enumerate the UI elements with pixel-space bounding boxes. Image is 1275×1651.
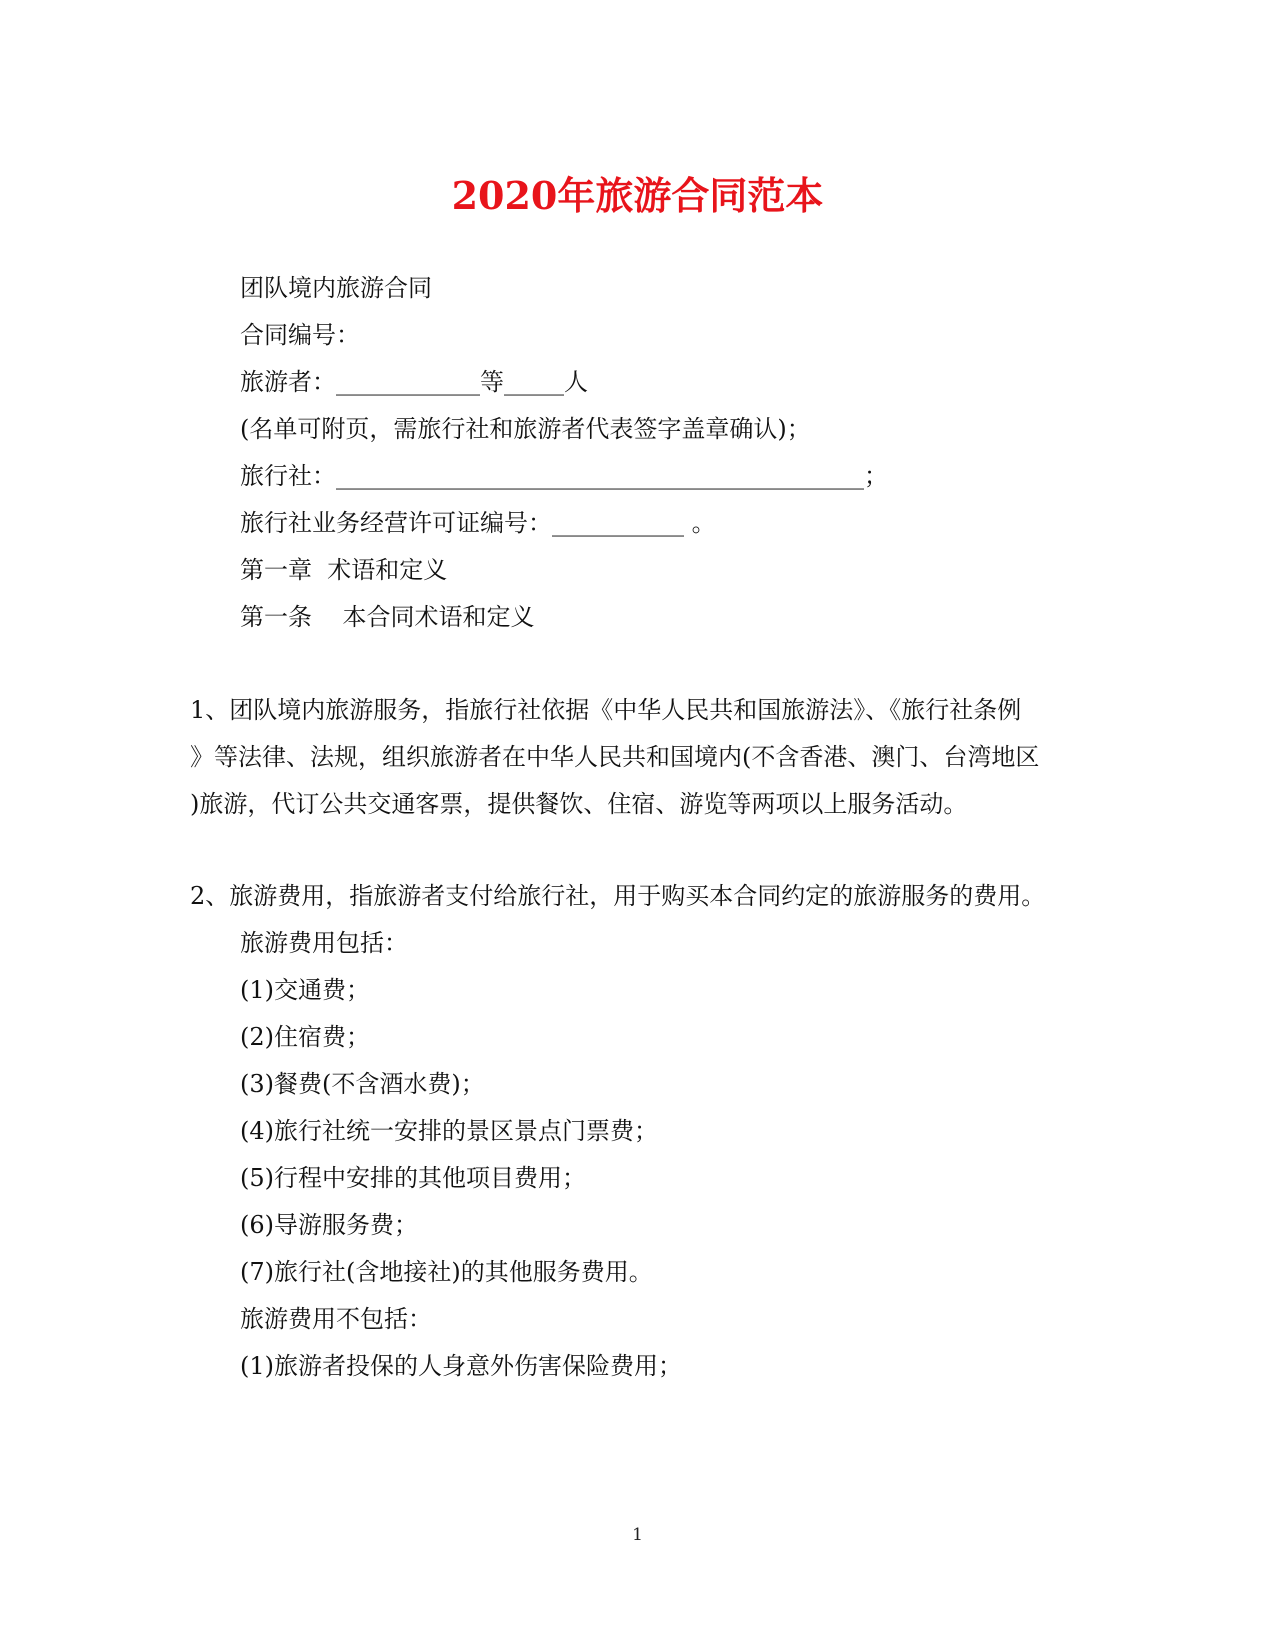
fees-exclude-heading: 旅游费用不包括： [240,1305,432,1333]
fee-item: (2)住宿费； [240,1023,370,1051]
definition-2-line: 2、旅游费用，指旅游者支付给旅行社，用于购买本合同约定的旅游服务的费用。 [190,882,1046,910]
fee-item: (7)旅行社(含地接社)的其他服务费用。 [240,1258,653,1286]
agency-line: 旅行社：____________________________________________； [240,462,888,490]
article-heading: 第一条 本合同术语和定义 [240,603,535,631]
tourist-line: 旅游者：____________等_____人 [240,368,588,396]
contract-type-line: 团队境内旅游合同 [240,274,432,302]
definition-1-line-3: )旅游，代订公共交通客票，提供餐饮、住宿、游览等两项以上服务活动。 [190,790,968,818]
page-number: 1 [632,1525,643,1545]
list-note-line: (名单可附页，需旅行社和旅游者代表签字盖章确认)； [240,415,811,443]
fee-item: (5)行程中安排的其他项目费用； [240,1164,586,1192]
fee-item: (6)导游服务费； [240,1211,418,1239]
license-number-line: 旅行社业务经营许可证编号：___________ 。 [240,509,716,537]
chapter-heading: 第一章 术语和定义 [240,556,448,584]
fee-item: (4)旅行社统一安排的景区景点门票费； [240,1117,658,1145]
contract-number-line: 合同编号： [240,321,360,349]
document-title: 2020年旅游合同范本 [451,173,824,218]
definition-1-line-2: 》等法律、法规，组织旅游者在中华人民共和国境内(不含香港、澳门、台湾地区 [190,743,1040,771]
fee-item: (3)餐费(不含酒水费)； [240,1070,485,1098]
fees-include-heading: 旅游费用包括： [240,929,408,957]
excluded-fee-item: (1)旅游者投保的人身意外伤害保险费用； [240,1352,682,1380]
definition-1-line-1: 1、团队境内旅游服务，指旅行社依据《中华人民共和国旅游法》、《旅行社条例 [190,696,1022,724]
fee-item: (1)交通费； [240,976,370,1004]
